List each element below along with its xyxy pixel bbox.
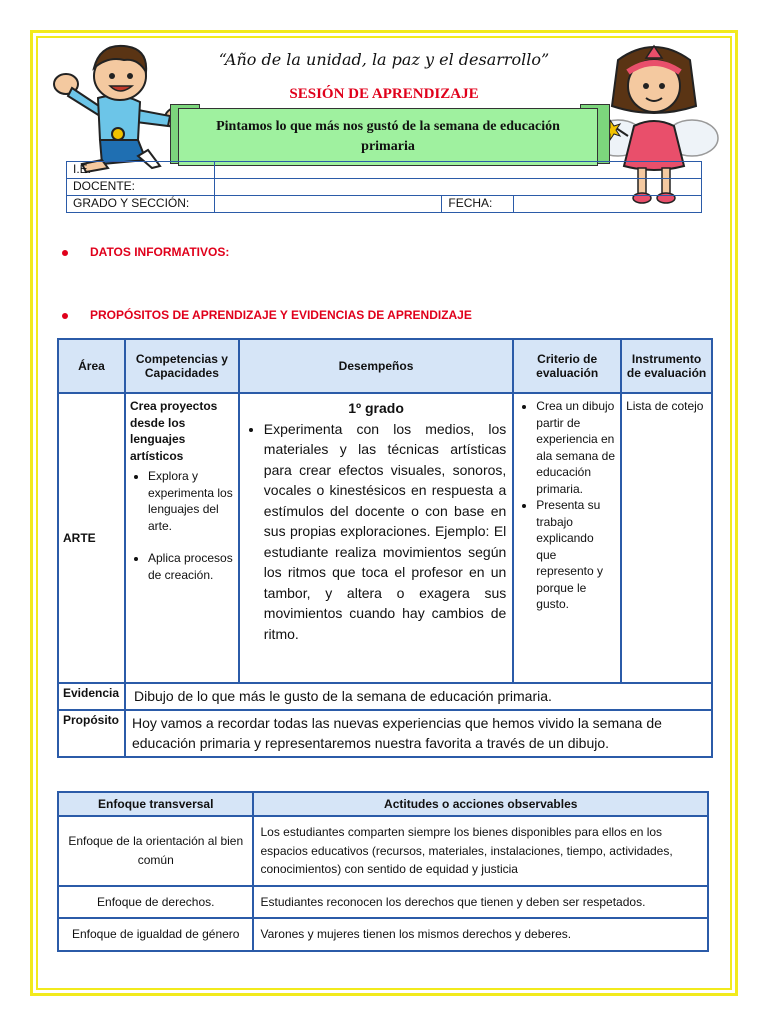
docente-field[interactable] (214, 179, 701, 196)
page-title: SESIÓN DE APRENDIZAJE (289, 86, 479, 102)
desempenos-cell (239, 393, 514, 683)
instrumento-cell: Lista de cotejo (621, 393, 712, 683)
actitud-cell: Los estudiantes comparten siempre los bienes disponibles para ellos en los espacios educativos (recursos, materiales, instalaciones, tiempo, actividades, conocimientos) con sentido de equidad y justicia (253, 816, 708, 886)
grade-label: 1º grado (348, 400, 404, 416)
fecha-field[interactable] (514, 196, 702, 213)
proposito-text: Hoy vamos a recordar todas las nuevas experiencias que hemos vivido la semana de educación primaria y representaremos nuestra favorita a través de un dibujo. (125, 710, 712, 757)
grado-field[interactable] (214, 196, 442, 213)
enfoque-cell: Enfoque de la orientación al bien común (58, 816, 253, 886)
competencia-title: Crea proyectos desde los lenguajes artísticos (129, 399, 218, 463)
grado-label: GRADO Y SECCIÓN: (67, 196, 215, 213)
actitud-cell: Estudiantes reconocen los derechos que tienen y deben ser respetados. (253, 886, 708, 919)
docente-label: DOCENTE: (67, 179, 215, 196)
area-cell: ARTE (58, 393, 125, 683)
capacidad-item: • Explora y experimenta los lenguajes del arte. (148, 468, 234, 534)
fecha-label: FECHA: (442, 196, 514, 213)
enfoque-cell: Enfoque de derechos. (58, 886, 253, 919)
header-area: Área (58, 339, 125, 393)
ie-label: I.E. (67, 162, 215, 179)
bullet-dot-icon (62, 250, 68, 256)
ie-field[interactable] (214, 162, 701, 179)
criterios-cell (513, 393, 621, 683)
session-title: Pintamos lo que más nos gustó de la semana de educación primaria (216, 119, 560, 154)
criterio-item: • Crea un dibujo partir de experiencia en ala semana de educación primaria. (536, 398, 616, 497)
propositos-heading-text: PROPÓSITOS DE APRENDIZAJE Y EVIDENCIAS DE APRENDIZAJE (90, 308, 472, 322)
header-instrumento: Instrumento de evaluación (621, 339, 712, 393)
datos-heading-text: DATOS INFORMATIVOS: (90, 245, 230, 259)
evidencia-label: Evidencia (58, 683, 125, 710)
criterio-item: • Presenta su trabajo explicando que represento y porque le gusto. (536, 497, 616, 613)
bullet-dot-icon (62, 313, 68, 319)
header-desempenos: Desempeños (239, 339, 514, 393)
datos-heading (62, 245, 229, 259)
focus-header-actitudes: Actitudes o acciones observables (253, 792, 708, 816)
header-competencias: Competencias y Capacidades (125, 339, 239, 393)
evidencia-text: Dibujo de lo que más le gusto de la semana de educación primaria. (125, 683, 712, 710)
info-table (66, 161, 702, 213)
focus-table (57, 791, 709, 952)
competencias-cell (125, 393, 239, 683)
actitud-cell: Varones y mujeres tienen los mismos derechos y deberes. (253, 918, 708, 951)
enfoque-cell: Enfoque de igualdad de género (58, 918, 253, 951)
desempeno-item: • Experimenta con los medios, los materiales y las técnicas artísticas para crear efectos visuales, sonoros, vocales o kinestésicos en respuesta a estímulos del docente o con base en sus propias exploraciones. Ejemplo: El estudiante realiza movimientos según los ritmos que toca el profesor en un tambor, y altera o exagera sus movimientos cuando hay cambios de ritmo. (264, 419, 507, 645)
learning-table (57, 338, 713, 758)
session-title-banner (178, 108, 598, 166)
header-criterio: Criterio de evaluación (513, 339, 621, 393)
capacidad-item: • Aplica procesos de creación. (148, 550, 234, 583)
motto-text: “Año de la unidad, la paz y el desarrollo” (218, 50, 550, 69)
focus-header-enfoque: Enfoque transversal (58, 792, 253, 816)
propositos-heading (62, 308, 472, 322)
proposito-label: Propósito (58, 710, 125, 757)
